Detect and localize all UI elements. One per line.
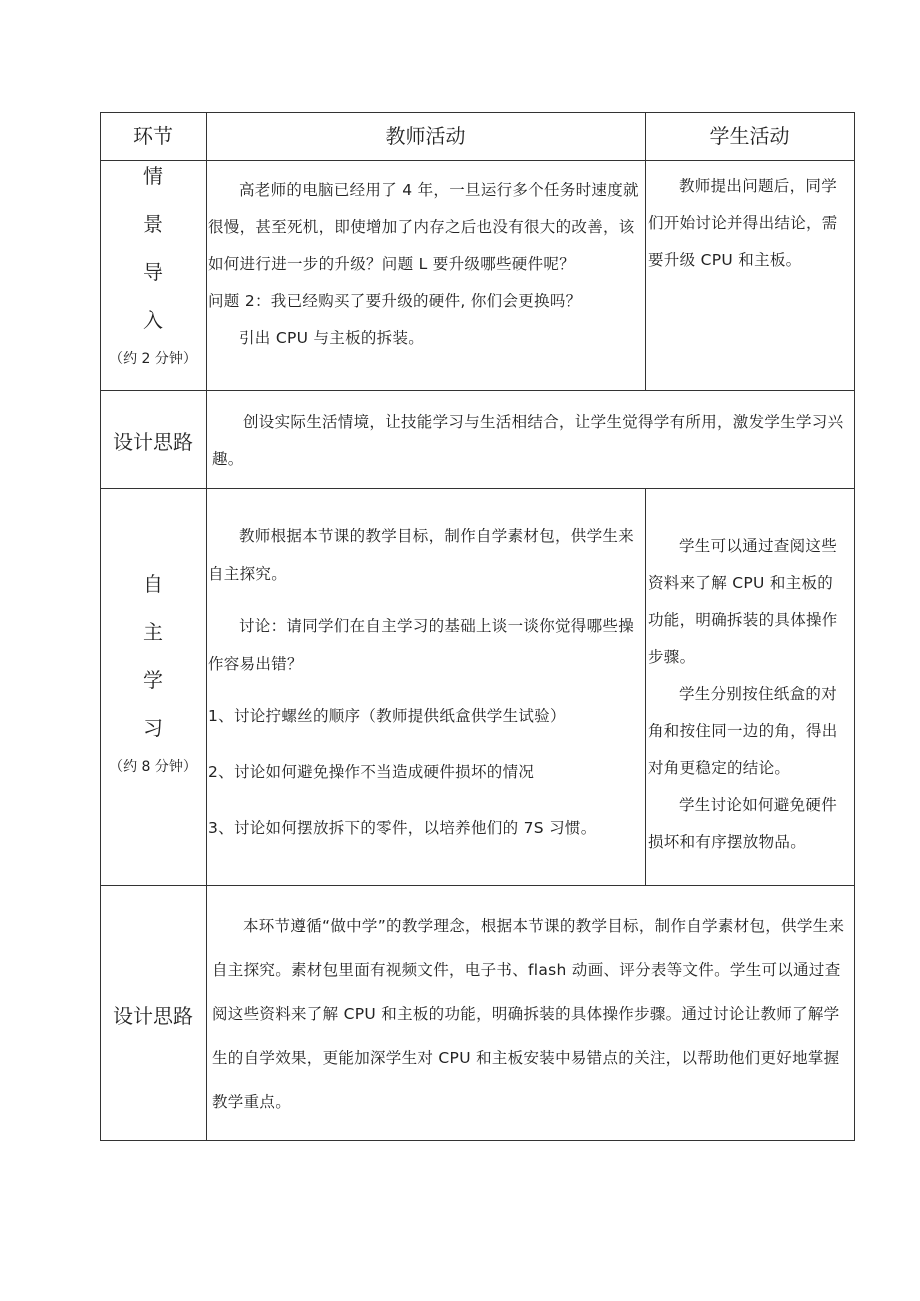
stage-char: 自 [143, 572, 163, 596]
stage-char: 学 [143, 668, 163, 692]
self-study-teacher-item: 3、讨论如何摆放拆下的零件，以培养他们的 7S 习惯。 [208, 819, 597, 837]
table-border-bottom [100, 1140, 855, 1141]
intro-teacher-paragraph: 问题 2：我已经购买了要升级的硬件, 你们会更换吗？ [208, 292, 582, 310]
intro-student-paragraph: 教师提出问题后，同学们开始讨论并得出结论，需要升级 CPU 和主板。 [648, 177, 838, 269]
col-divider-1-design [206, 390, 207, 489]
row3-divider [100, 885, 855, 886]
intro-student-activity [648, 168, 848, 279]
header-student-activity: 学生活动 [709, 124, 790, 148]
self-study-teacher-item: 1、讨论拧螺丝的顺序（教师提供纸盒供学生试验） [208, 707, 566, 725]
self-study-student-paragraph: 学生分别按住纸盒的对角和按住同一边的角，得出对角更稳定的结论。 [648, 685, 838, 777]
row2-divider [100, 488, 855, 489]
col-divider-1-row3 [206, 488, 207, 886]
design-idea-paragraph: 本环节遵循“做中学”的教学理念，根据本节课的教学目标，制作自学素材包，供学生来自主探究。素材包里面有视频文件，电子书、flash 动画、评分表等文件。学生可以通过查阅这些资料来了解 CPU 和主板的功能，明确拆装的具体操作步骤。通过讨论让教师了解学生的自学效果，更能加深学生对 CPU 和主板安装中易错点的关注，以帮助他们更好地掌握教学重点。 [212, 917, 845, 1111]
self-study-student-activity [648, 528, 848, 861]
stage-time: （约 2 分钟） [109, 351, 197, 367]
stage-time: （约 8 分钟） [109, 759, 197, 775]
stage-char: 习 [143, 716, 163, 740]
intro-teacher-paragraph: 引出 CPU 与主板的拆装。 [239, 329, 425, 347]
self-study-teacher-paragraph: 讨论：请同学们在自主学习的基础上谈一谈你觉得哪些操作容易出错？ [208, 617, 635, 673]
self-study-student-paragraph: 学生可以通过查阅这些资料来了解 CPU 和主板的功能，明确拆装的具体操作步骤。 [648, 537, 838, 666]
self-study-student-paragraph: 学生讨论如何避免硬件损坏和有序摆放物品。 [648, 796, 838, 851]
intro-teacher-activity [208, 172, 640, 357]
intro-teacher-paragraph: 高老师的电脑已经用了 4 年，一旦运行多个任务时速度就很慢，甚至死机，即使增加了内存之后也没有很大的改善，该如何进行进一步的升级？问题 L 要升级哪些硬件呢？ [208, 181, 639, 273]
row1-divider [100, 390, 855, 391]
self-study-teacher-activity [208, 517, 640, 847]
header-teacher-activity: 教师活动 [385, 124, 466, 148]
stage-char: 景 [143, 212, 163, 236]
col-divider-2-row3 [645, 488, 646, 886]
design-idea-paragraph: 创设实际生活情境，让技能学习与生活相结合，让学生觉得学有所用，激发学生学习兴趣。 [212, 413, 844, 468]
table-border-right [854, 112, 855, 1141]
stage-self-study-label [100, 560, 206, 776]
self-study-teacher-item: 2、讨论如何避免操作不当造成硬件损坏的情况 [208, 763, 535, 781]
design-idea-text [212, 404, 852, 478]
design-idea-text [212, 904, 852, 1124]
self-study-teacher-paragraph: 教师根据本节课的教学目标，制作自学素材包，供学生来自主探究。 [208, 527, 635, 583]
stage-char: 导 [143, 260, 163, 284]
col-divider-1-design2 [206, 885, 207, 1141]
stage-char: 主 [143, 620, 163, 644]
header-stage: 环节 [133, 124, 173, 148]
design-idea-label: 设计思路 [113, 430, 193, 454]
design-idea-label: 设计思路 [113, 1004, 193, 1028]
header-divider [100, 160, 855, 161]
stage-intro-label [100, 152, 206, 368]
stage-char: 情 [143, 164, 163, 188]
stage-char: 入 [143, 308, 163, 332]
